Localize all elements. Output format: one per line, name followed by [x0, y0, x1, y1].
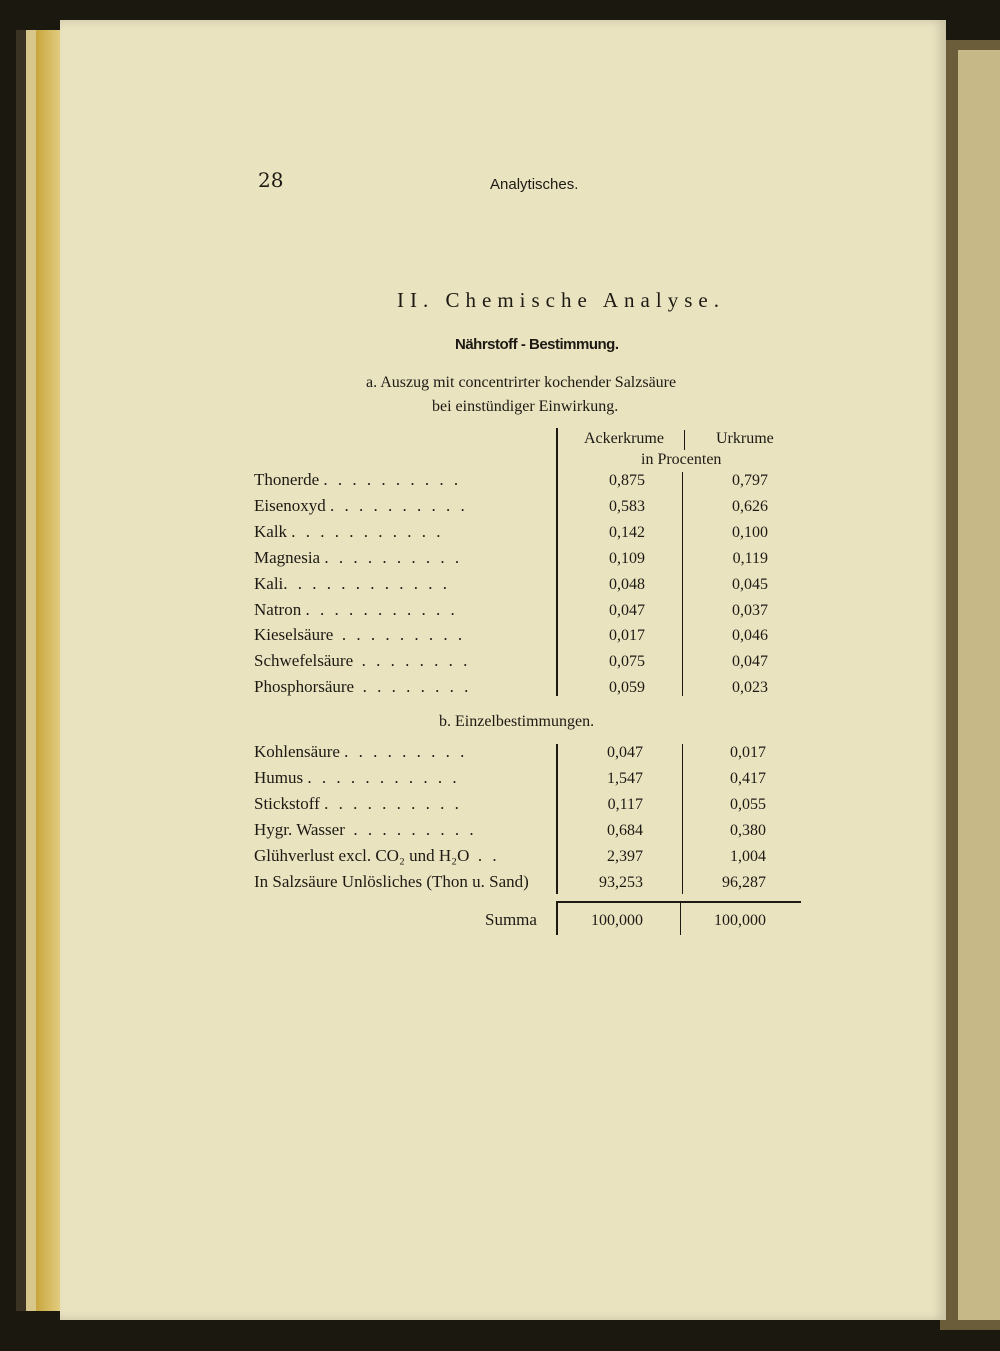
sum-rule-left [556, 903, 558, 935]
running-title: Analytisches. [490, 176, 579, 193]
row-label: Kalk [254, 522, 288, 541]
value-ackerkrume: 0,047 [607, 744, 643, 761]
table-rule-left-a [556, 428, 558, 696]
value-urkrume: 0,037 [732, 602, 768, 619]
col-header-ackerkrume: Ackerkrume [584, 430, 664, 447]
row-label: Glühverlust excl. CO₂ und H₂O [254, 846, 470, 865]
unit-label: in Procenten [641, 451, 722, 468]
header-separator [684, 430, 685, 450]
value-urkrume: 0,119 [732, 550, 768, 567]
leader-dots: . . . . . . . . . . . [305, 600, 458, 619]
table-rule-mid-b [682, 744, 683, 894]
leader-dots: . . . . . . . . . . . . [283, 574, 451, 593]
sum-rule [556, 901, 801, 903]
sum-rule-mid [680, 903, 681, 935]
leader-dots: . . . . . . . . . . [323, 470, 462, 489]
table-row [254, 872, 529, 892]
value-ackerkrume: 0,047 [609, 602, 645, 619]
part-a-caption-line1: a. Auszug mit concentrirter kochender Salzsäure [366, 374, 677, 391]
table-row [254, 820, 477, 840]
book-page [60, 20, 946, 1320]
table-row [254, 651, 470, 671]
value-ackerkrume: 0,583 [609, 498, 645, 515]
leader-dots: . . . . . . . . . . [324, 548, 463, 567]
value-urkrume: 1,004 [730, 848, 766, 865]
row-label: Phosphorsäure [254, 677, 355, 696]
row-label: Magnesia [254, 548, 321, 567]
table-row [254, 574, 450, 594]
value-urkrume: 0,380 [730, 822, 766, 839]
row-label: Schwefelsäure [254, 651, 354, 670]
value-urkrume: 0,100 [732, 524, 768, 541]
table-rule-left-b [556, 744, 558, 894]
row-label: Kieselsäure [254, 625, 334, 644]
leader-dots: . . . . . . . . . [341, 625, 466, 644]
facing-page-edge [958, 50, 1000, 1320]
value-ackerkrume: 93,253 [599, 874, 643, 891]
value-ackerkrume: 1,547 [607, 770, 643, 787]
leader-dots: . . . . . . . . . . [330, 496, 468, 515]
value-urkrume: 96,287 [722, 874, 766, 891]
table-row [254, 496, 468, 516]
value-urkrume: 0,023 [732, 679, 768, 696]
gilt-page-edge [36, 30, 62, 1311]
leader-dots: . . . . . . . . . . . [291, 522, 444, 541]
table-row [254, 522, 444, 542]
row-label: In Salzsäure Unlösliches (Thon u. Sand) [254, 872, 529, 891]
value-ackerkrume: 0,109 [609, 550, 645, 567]
value-urkrume: 0,045 [732, 576, 768, 593]
sum-ackerkrume: 100,000 [591, 912, 643, 929]
value-ackerkrume: 2,397 [607, 848, 643, 865]
part-b-caption: b. Einzelbestimmungen. [439, 713, 595, 730]
value-urkrume: 0,017 [730, 744, 766, 761]
row-label: Kali [254, 574, 284, 593]
table-row [254, 846, 500, 866]
page-number: 28 [258, 168, 284, 192]
leader-dots: . . . . . . . . [361, 651, 471, 670]
table-row [254, 794, 462, 814]
value-ackerkrume: 0,059 [609, 679, 645, 696]
value-ackerkrume: 0,048 [609, 576, 645, 593]
table-row [254, 600, 458, 620]
value-urkrume: 0,046 [732, 627, 768, 644]
value-urkrume: 0,047 [732, 653, 768, 670]
row-label: Humus [254, 768, 304, 787]
subsection-title: Nährstoff - Bestimmung. [455, 336, 619, 353]
leader-dots: . . . . . . . . . [344, 742, 468, 761]
table-row [254, 742, 467, 762]
book-binding-edge [16, 30, 26, 1311]
value-ackerkrume: 0,875 [609, 472, 645, 489]
row-label: Eisenoxyd [254, 496, 326, 515]
table-row [254, 470, 461, 490]
value-urkrume: 0,797 [732, 472, 768, 489]
value-ackerkrume: 0,075 [609, 653, 645, 670]
leader-dots: . . . . . . . . . . . [307, 768, 460, 787]
leader-dots: . . [477, 846, 500, 865]
value-urkrume: 0,055 [730, 796, 766, 813]
value-ackerkrume: 0,017 [609, 627, 645, 644]
row-label: Kohlensäure [254, 742, 340, 761]
value-ackerkrume: 0,142 [609, 524, 645, 541]
table-rule-mid-a [682, 472, 683, 696]
value-ackerkrume: 0,684 [607, 822, 643, 839]
section-title: II. Chemische Analyse. [397, 288, 725, 312]
page-stack-edge [26, 30, 36, 1311]
table-row [254, 768, 460, 788]
value-urkrume: 0,417 [730, 770, 766, 787]
table-row [254, 677, 471, 697]
col-header-urkrume: Urkrume [716, 430, 774, 447]
value-urkrume: 0,626 [732, 498, 768, 515]
table-row [254, 548, 462, 568]
row-label: Thonerde [254, 470, 320, 489]
row-label: Stickstoff [254, 794, 320, 813]
value-ackerkrume: 0,117 [607, 796, 643, 813]
table-row [254, 625, 465, 645]
sum-label: Summa [485, 910, 537, 929]
leader-dots: . . . . . . . . . [353, 820, 477, 839]
part-a-caption-line2: bei einstündiger Einwirkung. [432, 398, 619, 415]
row-label: Natron [254, 600, 302, 619]
sum-urkrume: 100,000 [714, 912, 766, 929]
leader-dots: . . . . . . . . [362, 677, 472, 696]
leader-dots: . . . . . . . . . . [324, 794, 462, 813]
row-label: Hygr. Wasser [254, 820, 345, 839]
